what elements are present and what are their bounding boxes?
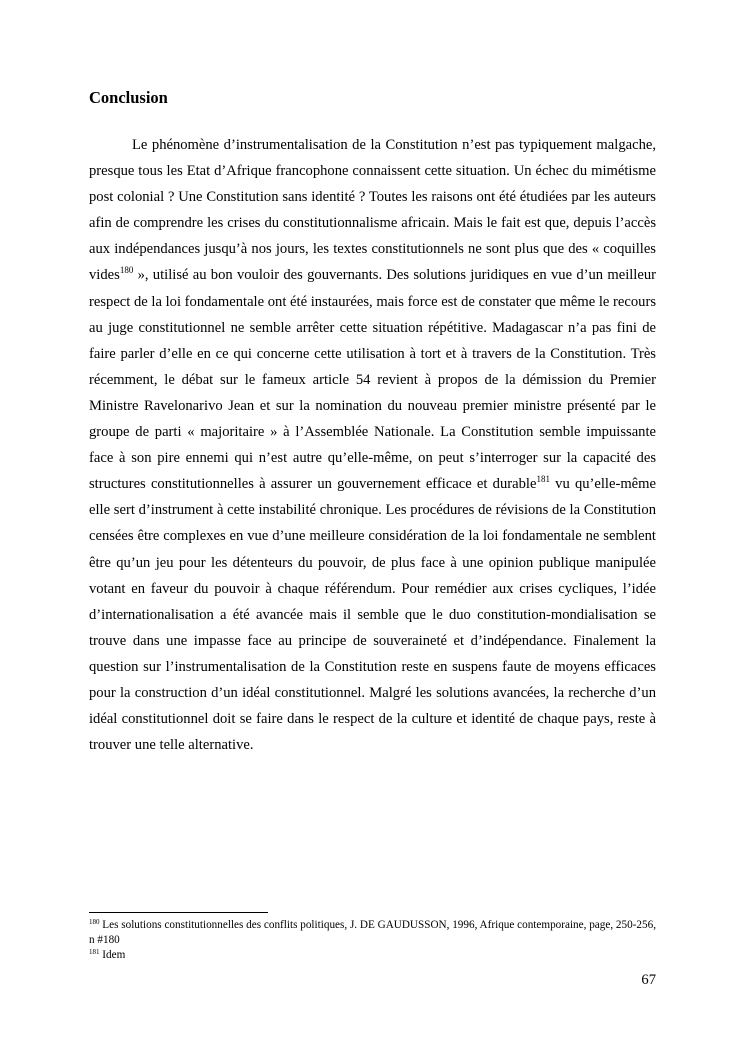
footnotes — [89, 918, 656, 963]
footnote-text: Les solutions constitutionnelles des conflits politiques, J. DE GAUDUSSON, 1996, Afrique contemporaine, page, 250-256, n #180 — [89, 919, 657, 946]
footnote-text: Idem — [99, 949, 126, 961]
section-heading: Conclusion — [89, 88, 168, 107]
footnote-number: 181 — [89, 948, 100, 956]
footnote-separator — [89, 912, 268, 913]
footnote-reference-181[interactable]: 181 — [536, 474, 550, 485]
footnote-180 — [89, 918, 656, 948]
footnote-reference-180[interactable]: 180 — [119, 265, 134, 276]
footnote-181 — [89, 948, 656, 963]
paragraph-text-part-3: vu qu’elle-même elle sert d’instrument à cette instabilité chronique. Les procédures de révisions de la Constitution censées être complexes en vue d’une meilleure considération de la loi fondamentale ne semblent être qu’un jeu pour les détenteurs du pouvoir, de plus face à une opinion publique manipulée votant en faveur du pouvoir à chaque référendum. Pour remédier aux crises cycliques, l’idée d’internationalisation a été avancée mais il semble que le duo constitution-mondialisation se trouve dans une impasse face au principe de souveraineté et d’indépendance. Finalement la question sur l’instrumentalisation de la Constitution reste en suspens faute de moyens efficaces pour la construction d’un idéal constitutionnel. Malgré les solutions avancées, la recherche d’un idéal constitutionnel doit se faire dans le respect de la culture et identité de chaque pays, reste à trouver une telle alternative. — [89, 476, 656, 754]
page-number: 67 — [641, 972, 656, 988]
paragraph-text-part-1: Le phénomène d’instrumentalisation de la Constitution n’est pas typiquement malgache, presque tous les Etat d’Afrique francophone connaissent cette situation. Un échec du mimétisme post colonial ? Une Constitution sans identité ? Toutes les raisons ont été étudiées par les auteurs afin de comprendre les crises du constitutionnalisme africain. Mais le fait est que, depuis l’accès aux indépendances jusqu’à nos jours, les textes constitutionnels ne sont plus que des « coquilles vides — [89, 137, 656, 284]
paragraph-text-part-2: », utilisé au bon vouloir des gouvernants. Des solutions juridiques en vue d’un meilleur respect de la loi fondamentale ont été instaurées, mais force est de constater que même le recours au juge constitutionnel ne semble arrêter cette situation répétitive. Madagascar n’a pas fini de faire parler d’elle en ce qui concerne cette utilisation à tort et à travers de la Constitution. Très récemment, le débat sur le fameux article 54 revient à propos de la démission du Premier Ministre Ravelonarivo Jean et sur la nomination du nouveau premier ministre présenté par le groupe de parti « majoritaire » à l’Assemblée Nationale. La Constitution semble impuissante face à son pire ennemi qui n’est autre qu’elle-même, on peut s’interroger sur la capacité des structures constitutionnelles à assurer un gouvernement efficace et durable — [89, 267, 656, 493]
footnote-number: 180 — [89, 918, 100, 926]
conclusion-paragraph — [89, 132, 656, 758]
